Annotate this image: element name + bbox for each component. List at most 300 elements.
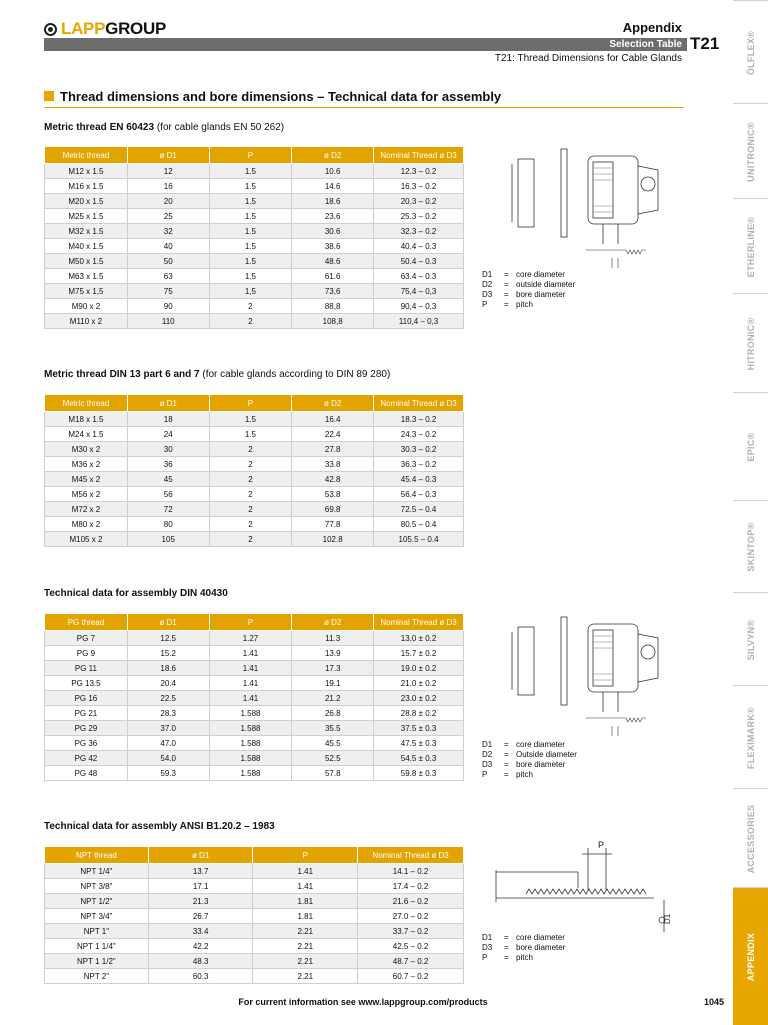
- table-row: [45, 969, 464, 984]
- table-cell: 30: [127, 442, 209, 457]
- side-tab-lflex[interactable]: [733, 0, 768, 104]
- legend-1: [482, 270, 575, 310]
- table-cell: 1.588: [209, 766, 292, 781]
- cable-gland-drawing-1: [508, 144, 668, 272]
- side-tab-etherline[interactable]: [733, 198, 768, 294]
- table-cell: 59.3: [127, 766, 209, 781]
- footer-text: For current information see www.lappgroup.com/products: [238, 997, 488, 1007]
- table-cell: 2: [209, 502, 292, 517]
- table-cell: 60.3: [148, 969, 253, 984]
- table-cell: 1.588: [209, 706, 292, 721]
- legend-key: P: [482, 953, 488, 962]
- legend-item: [482, 933, 565, 943]
- table4-column-header: Nominal Thread ø D3: [358, 847, 464, 864]
- table-cell: 42.2: [148, 939, 253, 954]
- legend-item: [482, 943, 565, 953]
- table-cell: 12.5: [127, 631, 209, 646]
- table2-column-header: Nominal Thread ø D3: [374, 395, 464, 412]
- table-cell: 1.588: [209, 736, 292, 751]
- table-cell: 110,4 – 0,3: [374, 314, 464, 329]
- table3-column-header: PG thread: [45, 614, 128, 631]
- table-cell: 110: [127, 314, 209, 329]
- table-row: [45, 954, 464, 969]
- table-cell: 1.5: [209, 224, 292, 239]
- table-row: [45, 532, 464, 547]
- table-row: [45, 457, 464, 472]
- table-row: [45, 766, 464, 781]
- header-bar: [44, 38, 687, 51]
- table-cell: M90 x 2: [45, 299, 128, 314]
- legend-key: D1: [482, 270, 493, 279]
- side-tab-silvyn[interactable]: [733, 592, 768, 686]
- table-cell: 1.5: [209, 427, 292, 442]
- table3-heading: [44, 588, 228, 599]
- side-tab-accessories[interactable]: [733, 788, 768, 888]
- table-cell: 102.8: [292, 532, 374, 547]
- table-row: [45, 239, 464, 254]
- legend-3: [482, 933, 565, 963]
- table-row: [45, 269, 464, 284]
- table-cell: NPT 1/4": [45, 864, 149, 879]
- table-cell: M16 x 1.5: [45, 179, 128, 194]
- table-cell: 2: [209, 314, 292, 329]
- table-cell: 11.3: [292, 631, 374, 646]
- table-cell: M40 x 1.5: [45, 239, 128, 254]
- table1-header-row: [45, 147, 464, 164]
- table-cell: 54.0: [127, 751, 209, 766]
- table-row: [45, 924, 464, 939]
- legend-value: pitch: [516, 300, 533, 309]
- table-cell: 21.6 – 0.2: [358, 894, 464, 909]
- section-divider: [44, 107, 684, 108]
- table-cell: 80: [127, 517, 209, 532]
- table-cell: 30.6: [292, 224, 374, 239]
- header-selection-table: Selection Table: [609, 39, 682, 50]
- table-cell: NPT 1 1/2": [45, 954, 149, 969]
- table-cell: 24.3 – 0.2: [374, 427, 464, 442]
- table-cell: 20.3 – 0.2: [374, 194, 464, 209]
- table-cell: 2: [209, 532, 292, 547]
- table-cell: 38.6: [292, 239, 374, 254]
- table-cell: 23.6: [292, 209, 374, 224]
- legend-equals: =: [504, 740, 509, 749]
- table2-heading-bold: Metric thread DIN 13 part 6 and 7: [44, 369, 200, 380]
- table-cell: 2.21: [253, 924, 358, 939]
- table1-column-header: Metric thread: [45, 147, 128, 164]
- table-cell: 69.8: [292, 502, 374, 517]
- table-cell: 40: [127, 239, 209, 254]
- table-cell: 72: [127, 502, 209, 517]
- table-cell: 2: [209, 487, 292, 502]
- table-cell: 18.6: [127, 661, 209, 676]
- table-cell: 22.5: [127, 691, 209, 706]
- table-row: [45, 487, 464, 502]
- table-row: [45, 909, 464, 924]
- table-cell: M110 x 2: [45, 314, 128, 329]
- logo-group-text: GROUP: [105, 19, 166, 38]
- legend-item: [482, 770, 577, 780]
- table-cell: NPT 1": [45, 924, 149, 939]
- table-cell: PG 7: [45, 631, 128, 646]
- table-cell: 18: [127, 412, 209, 427]
- table-cell: 108,8: [292, 314, 374, 329]
- table-cell: NPT 1/2": [45, 894, 149, 909]
- side-tab-hitronic[interactable]: [733, 293, 768, 393]
- table2-heading: [44, 369, 390, 380]
- table-cell: 1.5: [209, 209, 292, 224]
- table-cell: 90: [127, 299, 209, 314]
- table-cell: 13.9: [292, 646, 374, 661]
- table-cell: 1.5: [209, 269, 292, 284]
- table-cell: 37.0: [127, 721, 209, 736]
- legend-item: [482, 953, 565, 963]
- table-row: [45, 894, 464, 909]
- legend-equals: =: [504, 750, 509, 759]
- table1-heading: [44, 122, 284, 133]
- table-cell: 1.588: [209, 751, 292, 766]
- table-cell: 72.5 – 0.4: [374, 502, 464, 517]
- table-cell: M25 x 1.5: [45, 209, 128, 224]
- legend-equals: =: [504, 300, 509, 309]
- logo-lapp-text: LAPP: [61, 19, 106, 38]
- table4-header-row: [45, 847, 464, 864]
- table-cell: M20 x 1.5: [45, 194, 128, 209]
- table-cell: 1.5: [209, 194, 292, 209]
- legend-value: pitch: [516, 953, 533, 962]
- side-tab-label: HITRONIC®: [745, 317, 756, 370]
- table-cell: 1.5: [209, 239, 292, 254]
- legend-value: Outside diameter: [516, 750, 577, 759]
- table-cell: 1.5: [209, 412, 292, 427]
- table-cell: 27.0 – 0.2: [358, 909, 464, 924]
- table-cell: 2: [209, 299, 292, 314]
- legend-key: D2: [482, 280, 493, 289]
- table-row: [45, 194, 464, 209]
- table-row: [45, 314, 464, 329]
- table-cell: 30.3 – 0.2: [374, 442, 464, 457]
- table-cell: 73,6: [292, 284, 374, 299]
- legend-value: outside diameter: [516, 280, 576, 289]
- table-cell: 26.8: [292, 706, 374, 721]
- table-cell: 2: [209, 457, 292, 472]
- table-cell: PG 29: [45, 721, 128, 736]
- legend-equals: =: [504, 953, 509, 962]
- table-cell: 23.0 ± 0.2: [374, 691, 464, 706]
- page-number: 1045: [704, 997, 725, 1007]
- table-row: [45, 164, 464, 179]
- table-cell: 13.7: [148, 864, 253, 879]
- table-row: [45, 706, 464, 721]
- side-tab-label: EPIC®: [745, 432, 756, 462]
- npt-thread-drawing: [486, 840, 672, 932]
- table3-column-header: P: [209, 614, 292, 631]
- legend-key: D1: [482, 740, 493, 749]
- table3-heading-bold: Technical data for assembly DIN 40430: [44, 588, 228, 599]
- section-title: Thread dimensions and bore dimensions – Technical data for assembly: [60, 89, 502, 104]
- legend-equals: =: [504, 270, 509, 279]
- table-cell: M24 x 1.5: [45, 427, 128, 442]
- table-cell: 19.1: [292, 676, 374, 691]
- table-cell: 25.3 – 0.2: [374, 209, 464, 224]
- table-cell: 15.2: [127, 646, 209, 661]
- table2-heading-note: (for cable glands according to DIN 89 280): [202, 369, 391, 380]
- table1-heading-note: (for cable glands EN 50 262): [156, 122, 285, 133]
- table-cell: 26.7: [148, 909, 253, 924]
- table-row: [45, 179, 464, 194]
- table-cell: 48.6: [292, 254, 374, 269]
- side-tab-label: FLEXIMARK®: [745, 706, 756, 769]
- table-cell: 52.5: [292, 751, 374, 766]
- table-cell: 88,8: [292, 299, 374, 314]
- legend-equals: =: [504, 290, 509, 299]
- table-cell: 53.8: [292, 487, 374, 502]
- legend-item: [482, 270, 575, 280]
- table-cell: NPT 3/8": [45, 879, 149, 894]
- lapp-logo-icon: [44, 23, 57, 36]
- table-row: [45, 284, 464, 299]
- table-row: [45, 209, 464, 224]
- legend-item: [482, 280, 575, 290]
- table-cell: NPT 2": [45, 969, 149, 984]
- table2-column-header: ø D1: [127, 395, 209, 412]
- table4-heading-bold: Technical data for assembly ANSI B1.20.2 – 1983: [44, 821, 275, 832]
- table-cell: 25: [127, 209, 209, 224]
- table-cell: 35.5: [292, 721, 374, 736]
- table-cell: 1.81: [253, 894, 358, 909]
- table-cell: 75,4 – 0,3: [374, 284, 464, 299]
- table-cell: 14.6: [292, 179, 374, 194]
- table-cell: 63.4 – 0.3: [374, 269, 464, 284]
- cable-gland-drawing-2: [508, 612, 668, 740]
- table-row: [45, 472, 464, 487]
- table-cell: 22.4: [292, 427, 374, 442]
- table-cell: 17.4 – 0.2: [358, 879, 464, 894]
- table-cell: M30 x 2: [45, 442, 128, 457]
- side-tab-label: SILVYN®: [745, 619, 756, 660]
- table-cell: 45: [127, 472, 209, 487]
- legend-key: P: [482, 300, 488, 309]
- table-cell: 1.5: [209, 254, 292, 269]
- svg-text:P: P: [598, 840, 605, 850]
- table-cell: M12 x 1.5: [45, 164, 128, 179]
- section-square-icon: [44, 91, 54, 101]
- legend-key: P: [482, 770, 488, 779]
- table-cell: 2: [209, 472, 292, 487]
- table-cell: 36.3 – 0.2: [374, 457, 464, 472]
- table-cell: M45 x 2: [45, 472, 128, 487]
- table-cell: 33.8: [292, 457, 374, 472]
- side-tab-label: ETHERLINE®: [745, 216, 756, 277]
- table3-header-row: [45, 614, 464, 631]
- header-code: T21: [690, 34, 720, 53]
- table-cell: 27.8: [292, 442, 374, 457]
- table-row: [45, 517, 464, 532]
- legend-value: core diameter: [516, 933, 565, 942]
- table-cell: 32: [127, 224, 209, 239]
- table-cell: 75: [127, 284, 209, 299]
- legend-key: D3: [482, 943, 493, 952]
- side-tab-label: SKINTOP®: [745, 522, 756, 572]
- table-row: [45, 502, 464, 517]
- table-cell: PG 36: [45, 736, 128, 751]
- legend-item: [482, 290, 575, 300]
- table-cell: 77.8: [292, 517, 374, 532]
- legend-value: core diameter: [516, 740, 565, 749]
- legend-value: bore diameter: [516, 760, 566, 769]
- table-cell: 80.5 – 0.4: [374, 517, 464, 532]
- legend-key: D3: [482, 290, 493, 299]
- legend-item: [482, 740, 577, 750]
- table-cell: 42.5 – 0.2: [358, 939, 464, 954]
- side-tab-label: ACCESSORIES: [745, 804, 756, 873]
- table3-column-header: ø D2: [292, 614, 374, 631]
- table-cell: 21.3: [148, 894, 253, 909]
- side-tab-skintop[interactable]: [733, 500, 768, 593]
- header-subtitle: T21: Thread Dimensions for Cable Glands: [494, 53, 682, 64]
- table-cell: 1.41: [253, 864, 358, 879]
- table1: [44, 146, 464, 329]
- table2-column-header: P: [209, 395, 292, 412]
- table-cell: 12: [127, 164, 209, 179]
- table-cell: 105: [127, 532, 209, 547]
- table-cell: 15.7 ± 0.2: [374, 646, 464, 661]
- table-cell: 1.5: [209, 179, 292, 194]
- table-cell: M50 x 1.5: [45, 254, 128, 269]
- table4-column-header: NPT thread: [45, 847, 149, 864]
- table-cell: 33.4: [148, 924, 253, 939]
- table-cell: 16.3 – 0.2: [374, 179, 464, 194]
- table-cell: 59.8 ± 0.3: [374, 766, 464, 781]
- table-cell: 16.4: [292, 412, 374, 427]
- table-cell: PG 21: [45, 706, 128, 721]
- table3-column-header: ø D1: [127, 614, 209, 631]
- side-tab-fleximark[interactable]: [733, 685, 768, 789]
- legend-key: D3: [482, 760, 493, 769]
- table-cell: 2: [209, 517, 292, 532]
- table-cell: 20.4: [127, 676, 209, 691]
- legend-value: pitch: [516, 770, 533, 779]
- table-cell: 2.21: [253, 969, 358, 984]
- table2-column-header: ø D2: [292, 395, 374, 412]
- table-row: [45, 646, 464, 661]
- table-cell: PG 16: [45, 691, 128, 706]
- legend-value: core diameter: [516, 270, 565, 279]
- table-cell: 56.4 – 0.3: [374, 487, 464, 502]
- side-tab-label: ÖLFLEX®: [745, 30, 756, 75]
- table3: [44, 613, 464, 781]
- table-cell: 105.5 – 0.4: [374, 532, 464, 547]
- table1-column-header: P: [209, 147, 292, 164]
- side-tab-epic[interactable]: [733, 392, 768, 501]
- table-cell: 63: [127, 269, 209, 284]
- table-cell: 18.6: [292, 194, 374, 209]
- table3-column-header: Nominal Thread ø D3: [374, 614, 464, 631]
- header-appendix: Appendix: [622, 20, 682, 35]
- table-cell: 18.3 – 0.2: [374, 412, 464, 427]
- table-row: [45, 254, 464, 269]
- table-row: [45, 412, 464, 427]
- table-cell: 17.3: [292, 661, 374, 676]
- side-tab-unitronic[interactable]: [733, 103, 768, 199]
- table-cell: 2.21: [253, 954, 358, 969]
- table-cell: M75 x 1,5: [45, 284, 128, 299]
- table-cell: M80 x 2: [45, 517, 128, 532]
- table-cell: 12.3 – 0.2: [374, 164, 464, 179]
- table-cell: 33.7 – 0.2: [358, 924, 464, 939]
- legend-equals: =: [504, 943, 509, 952]
- table-cell: 19.0 ± 0.2: [374, 661, 464, 676]
- table-cell: 14.1 – 0.2: [358, 864, 464, 879]
- table1-heading-bold: Metric thread EN 60423: [44, 122, 155, 133]
- table1-column-header: ø D2: [292, 147, 374, 164]
- legend-item: [482, 750, 577, 760]
- table-cell: 57.8: [292, 766, 374, 781]
- table-cell: NPT 1 1/4": [45, 939, 149, 954]
- table-cell: 17.1: [148, 879, 253, 894]
- table-cell: 32.3 – 0.2: [374, 224, 464, 239]
- table-cell: 42.8: [292, 472, 374, 487]
- table-row: [45, 631, 464, 646]
- table-cell: 1.41: [253, 879, 358, 894]
- table4-heading: [44, 821, 275, 832]
- side-tab-label: UNITRONIC®: [745, 121, 756, 182]
- table-cell: 1.27: [209, 631, 292, 646]
- table-cell: 36: [127, 457, 209, 472]
- table-cell: 1.41: [209, 646, 292, 661]
- table-cell: 20: [127, 194, 209, 209]
- table-cell: M18 x 1.5: [45, 412, 128, 427]
- table-cell: 47.0: [127, 736, 209, 751]
- table-cell: 1.81: [253, 909, 358, 924]
- table-cell: 1.588: [209, 721, 292, 736]
- table-cell: 1.5: [209, 164, 292, 179]
- table-cell: 37.5 ± 0.3: [374, 721, 464, 736]
- table-cell: 50: [127, 254, 209, 269]
- table-cell: PG 42: [45, 751, 128, 766]
- table-cell: 21.2: [292, 691, 374, 706]
- table-cell: 56: [127, 487, 209, 502]
- table-cell: NPT 3/4": [45, 909, 149, 924]
- table-cell: M32 x 1.5: [45, 224, 128, 239]
- side-tabs: [733, 0, 768, 1024]
- table-cell: M56 x 2: [45, 487, 128, 502]
- table-row: [45, 751, 464, 766]
- legend-item: [482, 300, 575, 310]
- table1-column-header: ø D1: [127, 147, 209, 164]
- side-tab-appendix[interactable]: [733, 887, 768, 1025]
- table-cell: M105 x 2: [45, 532, 128, 547]
- table2-column-header: Metric thread: [45, 395, 128, 412]
- table-row: [45, 691, 464, 706]
- table-row: [45, 939, 464, 954]
- table-cell: 2: [209, 442, 292, 457]
- table-row: [45, 224, 464, 239]
- table-cell: 40.4 – 0.3: [374, 239, 464, 254]
- table-cell: 13.0 ± 0.2: [374, 631, 464, 646]
- table-cell: M63 x 1.5: [45, 269, 128, 284]
- table1-column-header: Nominal Thread ø D3: [374, 147, 464, 164]
- table2: [44, 394, 464, 547]
- legend-equals: =: [504, 770, 509, 779]
- table-row: [45, 879, 464, 894]
- table-cell: PG 11: [45, 661, 128, 676]
- table2-header-row: [45, 395, 464, 412]
- table-cell: 45.5: [292, 736, 374, 751]
- table-cell: 1.41: [209, 676, 292, 691]
- table-cell: 28.8 ± 0.2: [374, 706, 464, 721]
- table-cell: 48.3: [148, 954, 253, 969]
- lapp-group-logo: [44, 19, 166, 39]
